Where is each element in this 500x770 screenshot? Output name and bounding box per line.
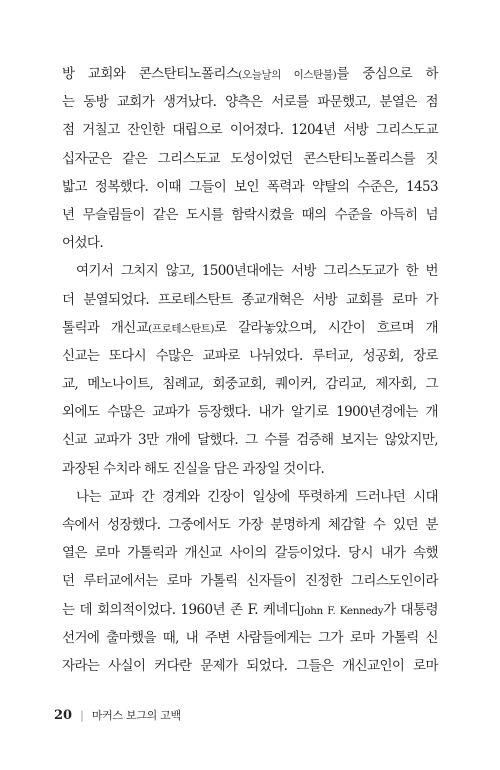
text-segment: 가 대통령 <box>383 601 438 618</box>
text-segment: 점 거칠고 잔인한 대립으로 이어졌다. 1204년 서방 그리스도교 <box>62 122 438 139</box>
text-line <box>62 398 438 426</box>
text-segment: 던 루터교에서는 로마 가톨릭 신자들이 진정한 그리스도인이라 <box>62 573 438 590</box>
text-line <box>62 483 438 511</box>
text-segment: 방 교회와 콘스탄티노폴리스 <box>62 66 239 82</box>
text-line <box>62 455 438 483</box>
text-segment: 는 동방 교회가 생겨났다. 양측은 서로를 파문했고, 분열은 점 <box>62 94 438 111</box>
body-text <box>62 60 438 680</box>
inline-annotation: John F. Kennedy <box>300 604 384 617</box>
text-line <box>62 539 438 567</box>
text-segment: 년 무슬림들이 같은 도시를 함락시켰을 때의 수준을 아득히 넘 <box>62 206 438 223</box>
text-segment: 밟고 정복했다. 이때 그들이 보인 폭력과 약탈의 수준은, 1453 <box>62 178 438 195</box>
text-segment: 외에도 수많은 교파가 등장했다. 내가 알기로 1900년경에는 개 <box>62 404 438 421</box>
text-segment: 신교는 또다시 수많은 교파로 나뉘었다. 루터교, 성공회, 장로 <box>62 347 438 364</box>
text-line <box>62 567 438 595</box>
paragraph <box>62 483 438 680</box>
paragraph <box>62 60 438 257</box>
text-segment: 더 분열되었다. 프로테스탄트 종교개혁은 서방 교회를 로마 가 <box>62 291 438 308</box>
text-line <box>62 511 438 539</box>
text-line <box>62 596 438 624</box>
text-segment: 를 중심으로 하 <box>336 66 438 82</box>
page-footer <box>54 707 181 723</box>
text-segment: 로 갈라놓았으며, 시간이 흐르며 개 <box>214 319 438 336</box>
text-line <box>62 60 438 88</box>
text-line <box>62 229 438 257</box>
text-segment: 열은 로마 가톨릭과 개신교 사이의 갈등이었다. 당시 내가 속했 <box>62 545 438 562</box>
text-line <box>62 624 438 652</box>
text-segment: 자라는 사실이 커다란 문제가 되었다. 그들은 개신교인이 로마 <box>62 657 438 674</box>
text-segment: 속에서 성장했다. 그중에서도 가장 분명하게 체감할 수 있던 분 <box>62 517 438 533</box>
text-segment: 나는 교파 간 경계와 긴장이 일상에 뚜렷하게 드러나던 시대 <box>76 488 438 505</box>
text-line <box>62 286 438 314</box>
text-line <box>62 257 438 285</box>
text-line <box>62 652 438 680</box>
inline-annotation: (오늘날의 이스탄불) <box>238 69 337 81</box>
text-segment: 는 데 회의적이었다. 1960년 존 F. 케네디 <box>62 601 301 618</box>
text-line <box>62 116 438 144</box>
text-segment: 신교 교파가 3만 개에 달했다. 그 수를 검증해 보지는 않았지만, <box>62 432 438 449</box>
text-line <box>62 342 438 370</box>
text-line <box>62 426 438 454</box>
text-segment: 톨릭과 개신교 <box>62 319 149 336</box>
running-title: 마커스 보그의 고백 <box>91 709 181 722</box>
text-segment: 어섰다. <box>62 235 104 252</box>
text-line <box>62 314 438 342</box>
inline-annotation: (프로테스탄트) <box>148 322 215 335</box>
text-line <box>62 173 438 201</box>
text-line <box>62 370 438 398</box>
page-number: 20 <box>54 707 73 723</box>
text-segment: 교, 메노나이트, 침례교, 회중교회, 퀘이커, 감리교, 제자회, 그 <box>62 376 438 393</box>
text-segment: 선거에 출마했을 때, 내 주변 사람들에게는 그가 로마 가톨릭 신 <box>62 629 438 646</box>
text-line <box>62 88 438 116</box>
footer-separator: | <box>80 708 84 722</box>
text-line <box>62 145 438 173</box>
paragraph <box>62 257 438 483</box>
text-segment: 과장된 수치라 해도 진실을 담은 과장일 것이다. <box>62 460 325 477</box>
text-segment: 십자군은 같은 그리스도교 도성이었던 콘스탄티노폴리스를 짓 <box>62 150 438 167</box>
text-segment: 여기서 그치지 않고, 1500년대에는 서방 그리스도교가 한 번 <box>76 263 438 280</box>
text-line <box>62 201 438 229</box>
